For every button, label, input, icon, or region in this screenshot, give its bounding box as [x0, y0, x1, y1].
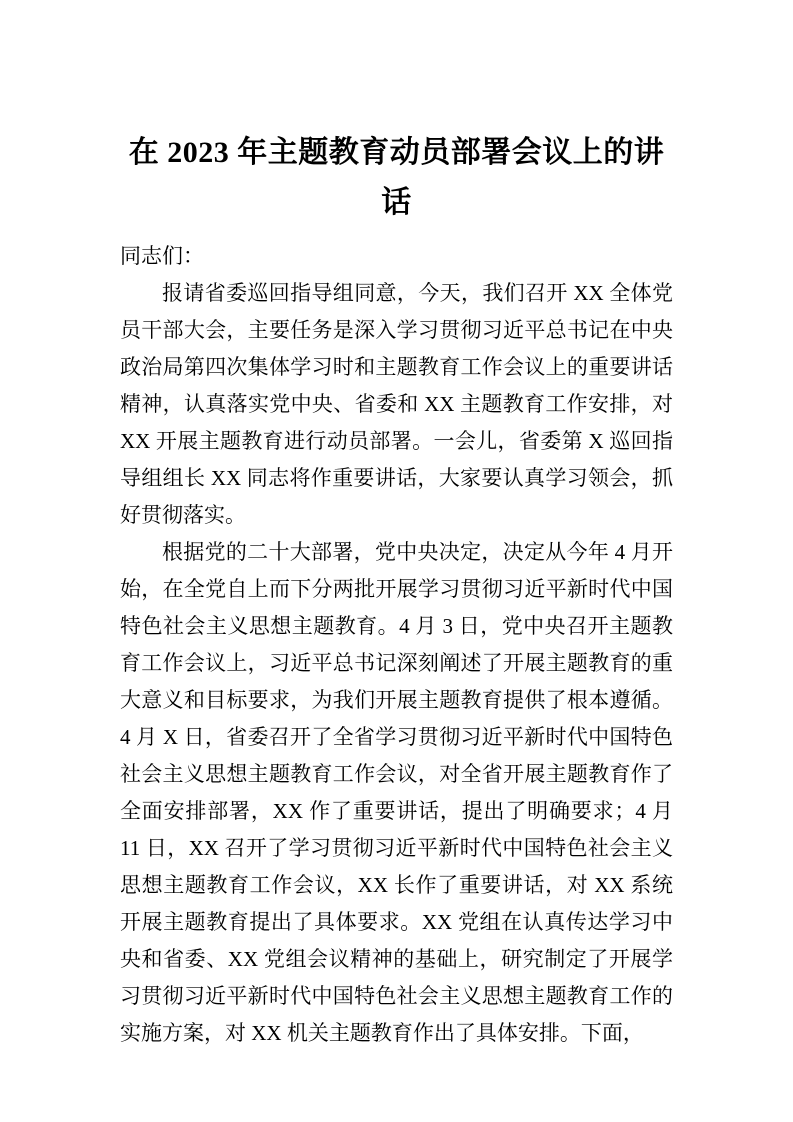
- paragraph-2: 根据党的二十大部署，党中央决定，决定从今年 4 月开始，在全党自上而下分两批开展学习贯彻习近平新时代中国特色社会主义思想主题教育。4 月 3 日，党中央召开主题教育工作会议上，习近平总书记深刻阐述了开展主题教育的重大意义和目标要求，为我们开展主题教育提供了根本遵循。4 月 X 日，省委召开了全省学习贯彻习近平新时代中国特色社会主义思想主题教育工作会议，对全省开展主题教育作了全面安排部署，XX 作了重要讲话，提出了明确要求；4 月 11 日，XX 召开了学习贯彻习近平新时代中国特色社会主义思想主题教育工作会议，XX 长作了重要讲话，对 XX 系统开展主题教育提出了具体要求。XX 党组在认真传达学习中央和省委、XX 党组会议精神的基础上，研究制定了开展学习贯彻习近平新时代中国特色社会主义思想主题教育工作的实施方案，对 XX 机关主题教育作出了具体安排。下面，: [120, 540, 673, 1045]
- document-title: 在 2023 年主题教育动员部署会议上的讲话: [128, 136, 665, 219]
- paragraph-1: 报请省委巡回指导组同意，今天，我们召开 XX 全体党员干部大会，主要任务是深入学习贯彻习近平总书记在中央政治局第四次集体学习时和主题教育工作会议上的重要讲话精神，认真落实党中央、省委和 XX 主题教育工作安排，对 XX 开展主题教育进行动员部署。一会儿，省委第 X 巡回指导组组长 XX 同志将作重要讲话，大家要认真学习领会，抓好贯彻落实。: [120, 281, 673, 527]
- document-body: [120, 238, 673, 1052]
- salutation: 同志们：: [120, 244, 204, 268]
